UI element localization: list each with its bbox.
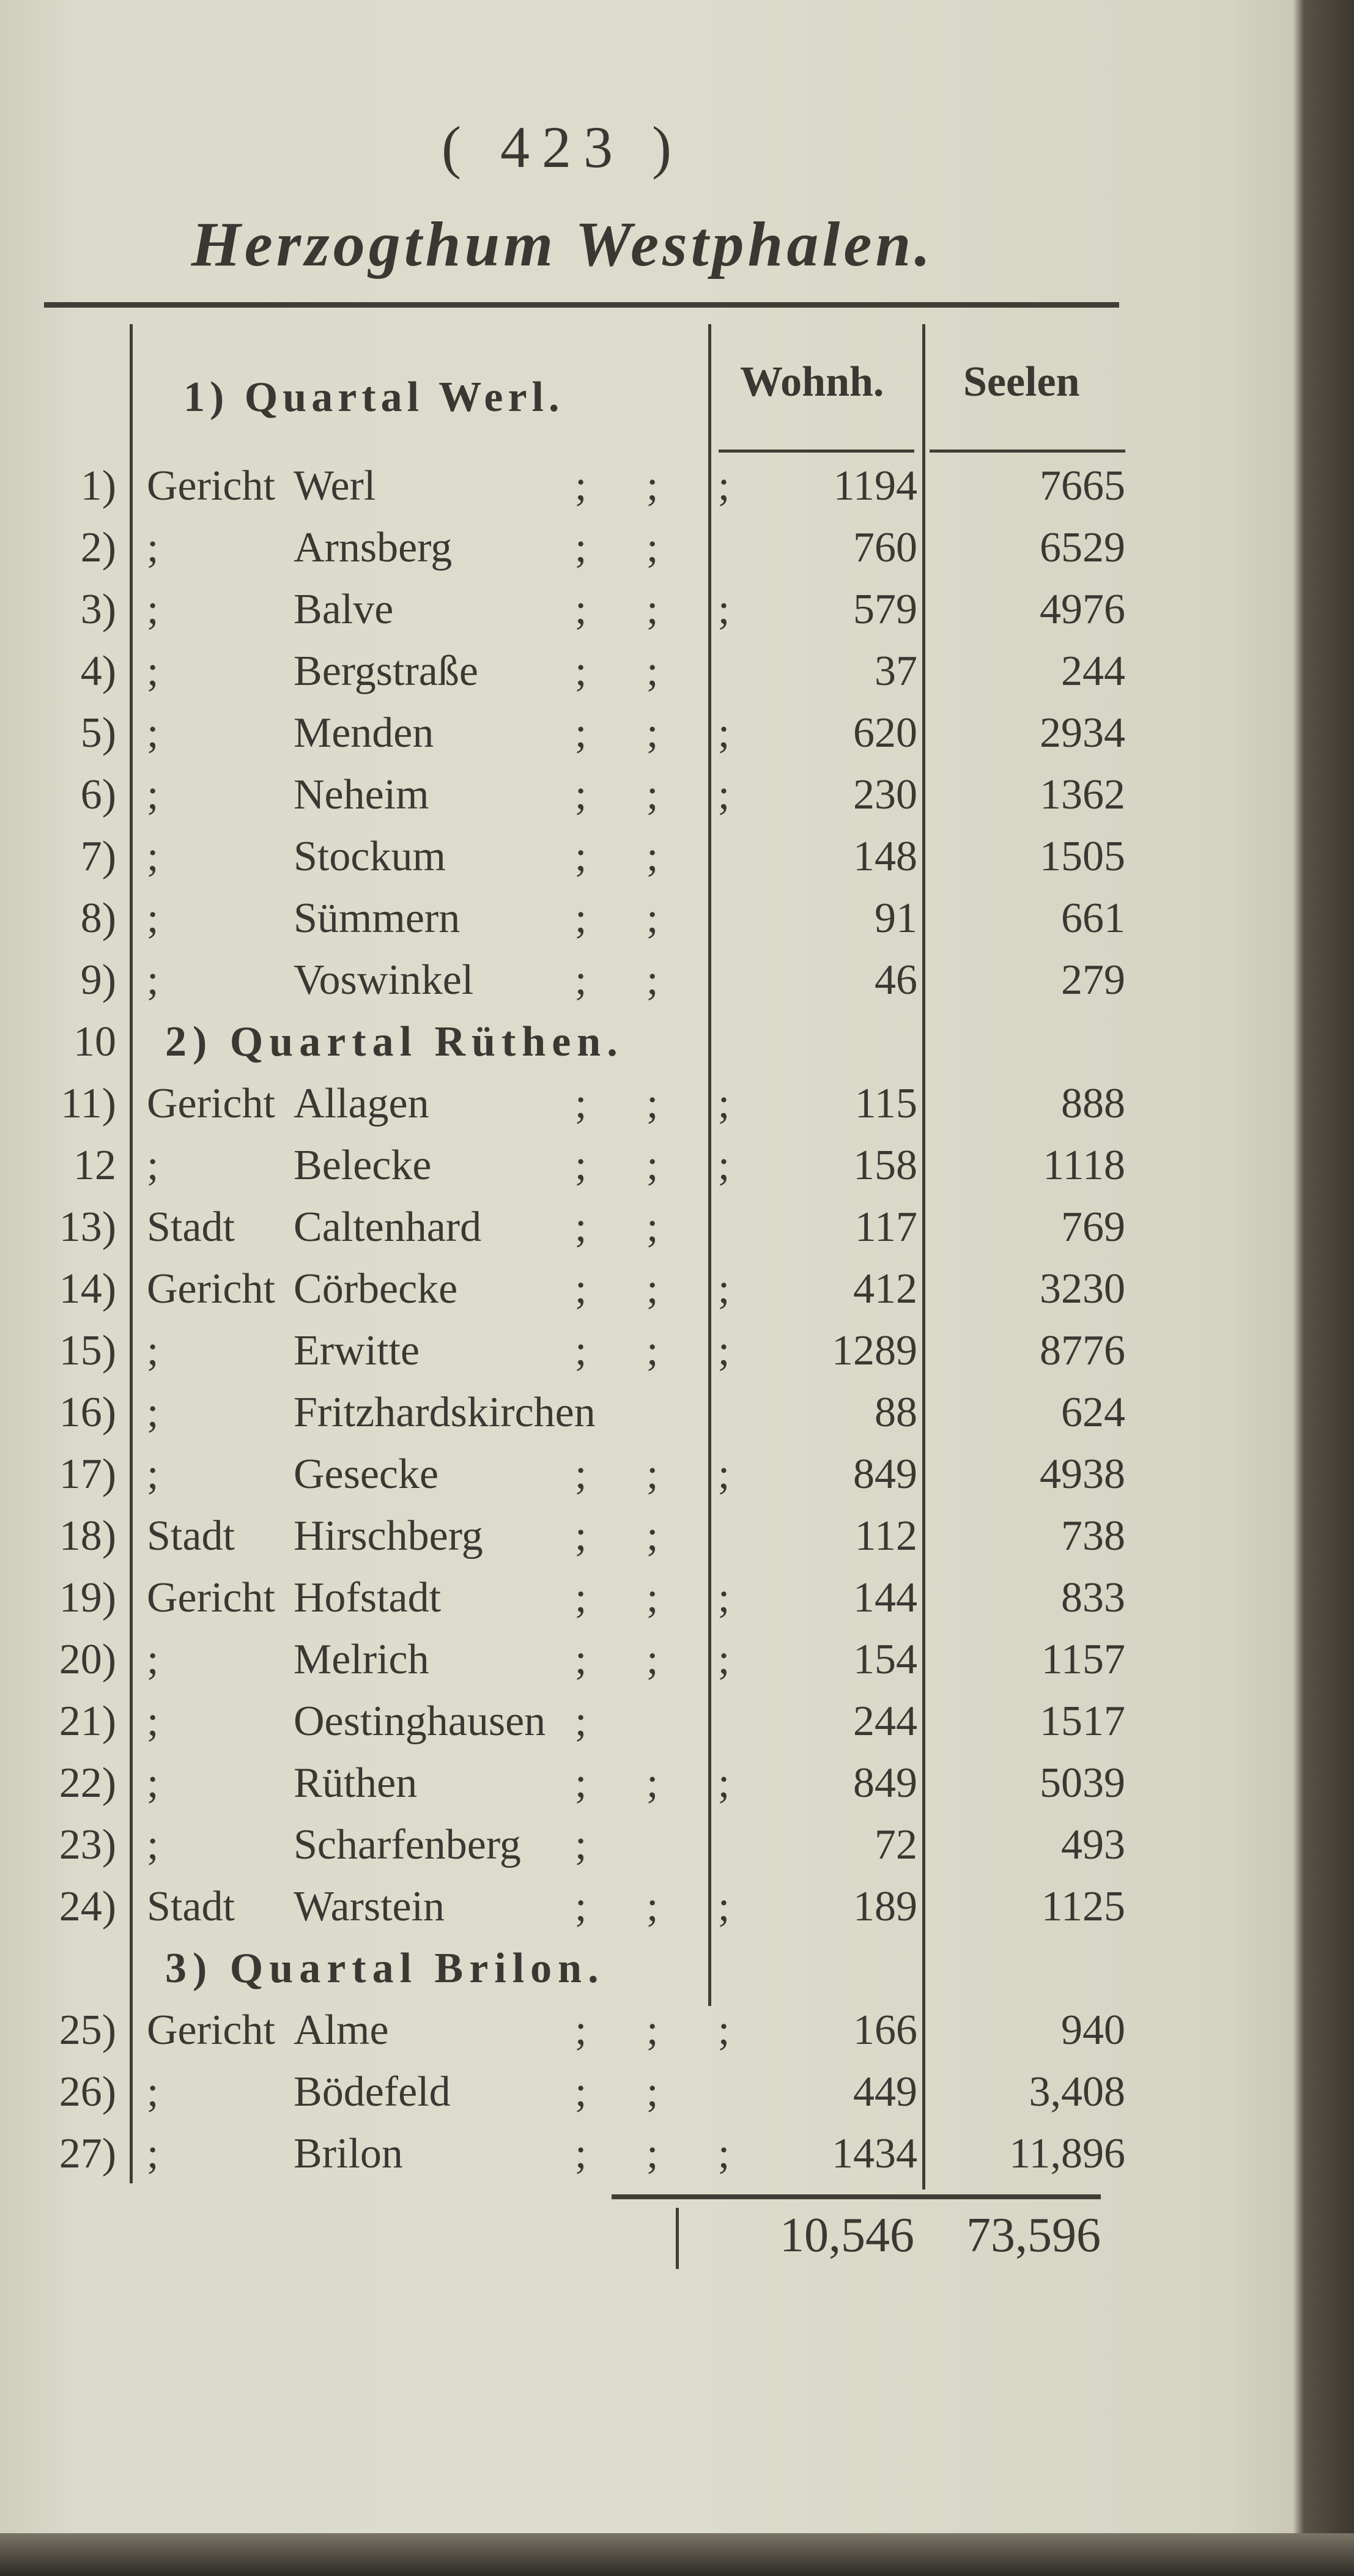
seelen-value: 4976 — [1040, 586, 1125, 633]
row-number: 12 — [73, 1142, 116, 1189]
seelen-value: 3230 — [1040, 1265, 1125, 1312]
table-row — [0, 764, 1125, 826]
wohnh-value: 849 — [853, 1451, 917, 1498]
row-number: 26) — [59, 2068, 116, 2115]
section-heading: 3) Quartal Brilon. — [165, 1945, 605, 1992]
seelen-value: 1505 — [1040, 833, 1125, 880]
place-name: Gesecke — [294, 1451, 439, 1498]
leader-marks: ; ; ; — [575, 1451, 755, 1498]
page-title: Herzogthum Westphalen. — [191, 209, 934, 279]
wohnh-value: 760 — [853, 524, 917, 571]
place-name: Menden — [294, 709, 434, 757]
book-binding-edge — [0, 2533, 1354, 2576]
row-number: 16) — [59, 1389, 116, 1436]
place-name: Alme — [294, 2007, 389, 2054]
table-row — [0, 2062, 1125, 2123]
table-row — [0, 1691, 1125, 1753]
row-number: 25) — [59, 2007, 116, 2054]
leader-marks: ; ; ; — [575, 1327, 755, 1374]
table-row — [0, 1320, 1125, 1382]
row-prefix: ; — [147, 2068, 159, 2115]
place-name: Voswinkel — [294, 957, 474, 1004]
row-prefix: Gericht — [147, 2007, 275, 2054]
seelen-value: 7665 — [1040, 462, 1125, 509]
section-row — [0, 1012, 1125, 1073]
place-name: Werl — [294, 462, 376, 509]
place-name: Bödefeld — [294, 2068, 451, 2115]
table-row — [0, 1506, 1125, 1567]
row-number: 14) — [59, 1265, 116, 1312]
seelen-value: 4938 — [1040, 1451, 1125, 1498]
table-row — [0, 1444, 1125, 1506]
row-number: 10 — [73, 1018, 116, 1065]
place-name: Rüthen — [294, 1760, 418, 1807]
table-row — [0, 517, 1125, 579]
leader-marks: ; ; ; — [575, 1142, 755, 1189]
wohnh-value: 579 — [853, 586, 917, 633]
wohnh-value: 88 — [875, 1389, 917, 1436]
seelen-value: 1157 — [1041, 1636, 1125, 1683]
leader-marks: ; ; ; — [575, 1760, 755, 1807]
wohnh-value: 112 — [854, 1512, 917, 1560]
row-prefix: Gericht — [147, 1265, 275, 1312]
totals-divider — [676, 2208, 679, 2269]
row-number: 17) — [59, 1451, 116, 1498]
wohnh-value: 449 — [853, 2068, 917, 2115]
row-number: 5) — [80, 709, 116, 757]
wohnh-value: 117 — [854, 1204, 917, 1251]
wohnh-value: 72 — [875, 1821, 917, 1868]
wohnh-value: 166 — [853, 2007, 917, 2054]
wohnh-value: 1194 — [833, 462, 917, 509]
row-number: 24) — [59, 1883, 116, 1930]
section-heading: 2) Quartal Rüthen. — [165, 1018, 624, 1065]
row-number: 9) — [80, 957, 116, 1004]
wohnh-value: 158 — [853, 1142, 917, 1189]
seelen-value: 661 — [1061, 895, 1125, 942]
leader-marks: ; ; ; — [575, 1080, 755, 1127]
row-number: 19) — [59, 1574, 116, 1621]
wohnh-value: 1289 — [832, 1327, 917, 1374]
row-prefix: ; — [147, 1142, 159, 1189]
seelen-value: 833 — [1061, 1574, 1125, 1621]
wohnh-value: 620 — [853, 709, 917, 757]
leader-marks: ; ; — [575, 2068, 683, 2115]
table-row — [0, 579, 1125, 641]
table-row — [0, 1629, 1125, 1691]
section-heading: 1) Quartal Werl. — [183, 374, 564, 421]
row-prefix: Gericht — [147, 462, 275, 509]
wohnh-value: 144 — [853, 1574, 917, 1621]
row-prefix: ; — [147, 524, 159, 571]
wohnh-value: 46 — [875, 957, 917, 1004]
wohnh-value: 189 — [853, 1883, 917, 1930]
table-row — [0, 2123, 1125, 2185]
place-name: Neheim — [294, 771, 429, 818]
total-wohnh: 10,546 — [780, 2208, 914, 2262]
leader-marks: ; ; — [575, 1204, 683, 1251]
table-row — [0, 950, 1125, 1012]
row-number: 6) — [80, 771, 116, 818]
table-row — [0, 1567, 1125, 1629]
seelen-value: 738 — [1061, 1512, 1125, 1560]
place-name: Caltenhard — [294, 1204, 482, 1251]
seelen-value: 624 — [1061, 1389, 1125, 1436]
row-prefix: ; — [147, 1636, 159, 1683]
row-number: 7) — [80, 833, 116, 880]
place-name: Stockum — [294, 833, 446, 880]
wohnh-value: 244 — [853, 1698, 917, 1745]
row-number: 1) — [80, 462, 116, 509]
row-prefix: ; — [147, 648, 159, 695]
place-name: Brilon — [294, 2130, 403, 2177]
place-name: Melrich — [294, 1636, 429, 1683]
row-number: 4) — [80, 648, 116, 695]
table-row — [0, 1073, 1125, 1135]
row-number: 21) — [59, 1698, 116, 1745]
row-prefix: ; — [147, 1451, 159, 1498]
wohnh-value: 91 — [875, 895, 917, 942]
table-row — [0, 456, 1125, 517]
top-rule — [44, 302, 1119, 308]
seelen-value: 6529 — [1040, 524, 1125, 571]
row-prefix: Gericht — [147, 1080, 275, 1127]
seelen-value: 1517 — [1040, 1698, 1125, 1745]
leader-marks: ; ; ; — [575, 1883, 755, 1930]
leader-marks: ; ; — [575, 524, 683, 571]
place-name: Hirschberg — [294, 1512, 483, 1560]
leader-marks: ; ; — [575, 1512, 683, 1560]
row-prefix: Stadt — [147, 1204, 235, 1251]
place-name: Arnsberg — [294, 524, 453, 571]
place-name: Belecke — [294, 1142, 432, 1189]
table-row — [0, 888, 1125, 950]
seelen-value: 493 — [1061, 1821, 1125, 1868]
leader-marks: ; ; ; — [575, 1636, 755, 1683]
seelen-value: 3,408 — [1029, 2068, 1125, 2115]
table-row — [0, 826, 1125, 888]
seelen-value: 888 — [1061, 1080, 1125, 1127]
table-row — [0, 1382, 1125, 1444]
seelen-value: 769 — [1061, 1204, 1125, 1251]
row-prefix: ; — [147, 895, 159, 942]
row-prefix: ; — [147, 957, 159, 1004]
row-number: 15) — [59, 1327, 116, 1374]
leader-marks: ; ; ; — [575, 709, 755, 757]
row-prefix: ; — [147, 1389, 159, 1436]
place-name: Balve — [294, 586, 394, 633]
wohnh-header-rule — [719, 450, 914, 453]
leader-marks: ; — [575, 1821, 612, 1868]
leader-marks: ; ; — [575, 895, 683, 942]
wohnh-value: 412 — [853, 1265, 917, 1312]
place-name: Bergstraße — [294, 648, 478, 695]
row-prefix: ; — [147, 586, 159, 633]
place-name: Allagen — [294, 1080, 429, 1127]
place-name: Scharfenberg — [294, 1821, 521, 1868]
leader-marks: ; ; — [575, 648, 683, 695]
leader-marks: ; ; ; — [575, 586, 755, 633]
table-row — [0, 1876, 1125, 1938]
place-name: Cörbecke — [294, 1265, 458, 1312]
place-name: Sümmern — [294, 895, 461, 942]
row-prefix: Stadt — [147, 1883, 235, 1930]
row-number: 3) — [80, 586, 116, 633]
column-header-seelen: Seelen — [963, 358, 1080, 405]
leader-marks: ; ; — [575, 833, 683, 880]
row-number: 11) — [61, 1080, 116, 1127]
row-prefix: ; — [147, 1821, 159, 1868]
seelen-value: 1125 — [1041, 1883, 1125, 1930]
row-number: 22) — [59, 1760, 116, 1807]
row-prefix: ; — [147, 709, 159, 757]
place-name: Erwitte — [294, 1327, 420, 1374]
seelen-value: 244 — [1061, 648, 1125, 695]
leader-marks: ; ; ; — [575, 1574, 755, 1621]
totals-rule — [612, 2194, 1101, 2199]
place-name: Hofstadt — [294, 1574, 442, 1621]
table-row — [0, 1197, 1125, 1259]
row-number: 2) — [80, 524, 116, 571]
wohnh-value: 849 — [853, 1760, 917, 1807]
wohnh-value: 148 — [853, 833, 917, 880]
leader-marks: ; — [575, 1698, 612, 1745]
place-name: Warstein — [294, 1883, 445, 1930]
table-row — [0, 1259, 1125, 1320]
table-row — [0, 1815, 1125, 1876]
row-prefix: ; — [147, 2130, 159, 2177]
place-name: Oestinghausen — [294, 1698, 546, 1745]
table-row — [0, 641, 1125, 703]
row-number: 27) — [59, 2130, 116, 2177]
table-row — [0, 2000, 1125, 2062]
row-prefix: ; — [147, 1327, 159, 1374]
section-row — [0, 1938, 1125, 2000]
seelen-value: 279 — [1061, 957, 1125, 1004]
row-prefix: ; — [147, 771, 159, 818]
leader-marks: ; ; ; — [575, 2007, 755, 2054]
row-prefix: ; — [147, 1760, 159, 1807]
wohnh-value: 154 — [853, 1636, 917, 1683]
row-number: 23) — [59, 1821, 116, 1868]
column-header-wohnh: Wohnh. — [740, 358, 884, 405]
row-number: 13) — [59, 1204, 116, 1251]
row-number: 8) — [80, 895, 116, 942]
leader-marks: ; ; — [575, 957, 683, 1004]
leader-marks: ; ; ; — [575, 771, 755, 818]
wohnh-value: 1434 — [832, 2130, 917, 2177]
wohnh-value: 115 — [854, 1080, 917, 1127]
leader-marks: ; ; ; — [575, 1265, 755, 1312]
seelen-value: 5039 — [1040, 1760, 1125, 1807]
total-seelen: 73,596 — [966, 2208, 1101, 2262]
place-name: Fritzhardskirchen — [294, 1389, 596, 1436]
leader-marks: ; ; ; — [575, 2130, 755, 2177]
seelen-header-rule — [930, 450, 1125, 453]
row-prefix: ; — [147, 833, 159, 880]
row-prefix: ; — [147, 1698, 159, 1745]
seelen-value: 11,896 — [1009, 2130, 1125, 2177]
wohnh-value: 37 — [875, 648, 917, 695]
seelen-value: 1118 — [1043, 1142, 1125, 1189]
seelen-value: 940 — [1061, 2007, 1125, 2054]
seelen-value: 8776 — [1040, 1327, 1125, 1374]
table-row — [0, 703, 1125, 764]
leader-marks: ; ; ; — [575, 462, 755, 509]
page-number: ( 423 ) — [442, 114, 684, 180]
seelen-value: 1362 — [1040, 771, 1125, 818]
row-prefix: Stadt — [147, 1512, 235, 1560]
seelen-value: 2934 — [1040, 709, 1125, 757]
row-number: 20) — [59, 1636, 116, 1683]
table-row — [0, 1135, 1125, 1197]
row-prefix: Gericht — [147, 1574, 275, 1621]
wohnh-value: 230 — [853, 771, 917, 818]
table-row — [0, 1753, 1125, 1815]
row-number: 18) — [59, 1512, 116, 1560]
